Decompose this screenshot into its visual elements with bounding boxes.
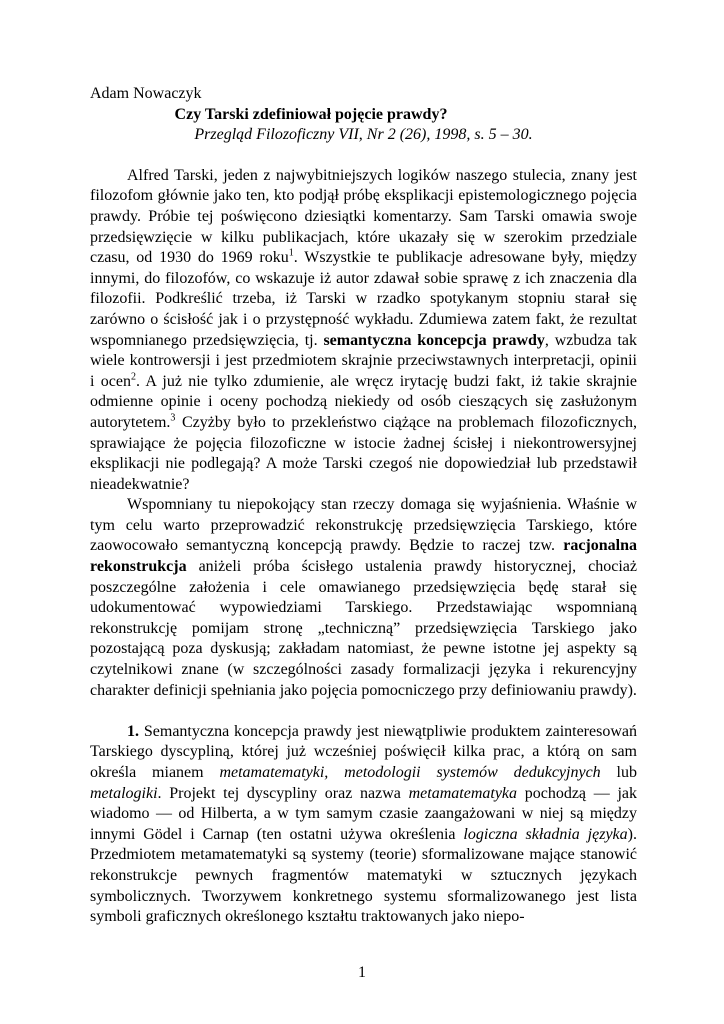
text-run: , wzbudza tak wiele kontrowersji i jest przedmiotem skrajnie przeciwstawnych interpretacji, opinii i ocen — [90, 331, 637, 390]
text-run: pochodzą — jak wiadomo — od Hilberta, a w tym samym czasie zaangażowani w niej są między innymi Gödel i Carnap (ten ostatni używa określenia — [90, 784, 637, 843]
text-run: semantyczna koncepcja prawdy — [323, 331, 545, 349]
text-run: . Projekt tej dyscypliny oraz nazwa — [157, 784, 409, 802]
text-run: metamatematyka — [408, 784, 518, 802]
paragraph-2 — [90, 495, 637, 701]
text-run: Czyżby było to przekleństwo ciążące na problemach filozoficznych, sprawiające że pojęcia filozoficzne w istocie żadnej ścisłej i niekontrowersyjnej eksplikacji nie podlegają? A może Tarski czegoś nie dopowiedział lub przedstawił nieadekwatnie? — [90, 413, 637, 493]
footnote-reference: 2 — [130, 371, 136, 383]
paragraph-3 — [90, 722, 637, 928]
text-run: racjonalna rekonstrukcja — [90, 537, 637, 576]
text-run: logiczna składnia języka — [463, 825, 628, 843]
footnote-reference: 1 — [288, 247, 294, 259]
text-run: lub — [600, 764, 637, 781]
text-run: aniżeli próba ścisłego ustalenia prawdy historycznej, chociaż poszczególne założenia i cele omawianego przedsięwzięcia będę starał się udokumentować wypowiedziami Tarskiego. Przedstawiając wspomnianą rekonstrukcję pomijam stronę „techniczną” przedsięwzięcia Tarskiego jako pozostającą poza dyskusją; zakładam natomiast, że pewne istotne jej aspekty są czytelnikowi znane (w szczególności zasady formalizacji języka i rekurencyjny charakter definicji spełniania jako pojęcia pomocniczego przy definiowaniu prawdy). — [90, 558, 637, 699]
article-title: Czy Tarski zdefiniował pojęcie prawdy? — [174, 105, 448, 123]
paragraph-1 — [90, 166, 637, 496]
text-run: Semantyczna koncepcja prawdy jest niewątpliwie produktem zainteresowań Tarskiego dyscypliną, której już wcześniej poświęcił kilka prac, a którą on sam określa mianem — [90, 722, 637, 781]
text-run: Wspomniany tu niepokojący stan rzeczy domaga się wyjaśnienia. Właśnie w tym celu warto przeprowadzić rekonstrukcję przedsięwzięcia Tarskiego, które zaowocowało semantyczną koncepcją prawdy. Będzie to raczej tzw. — [90, 496, 637, 555]
page-number: 1 — [358, 964, 366, 982]
text-run: ). Przedmiotem metamatematyki są systemy (teorie) sformalizowane mające stanowić rekonstrukcje pewnych fragmentów matematyki w sztucznych językach symbolicznych. Tworzywem konkretnego systemu sformalizowanego jest lista symboli graficznych określonego kształtu traktowanych jako niepo- — [90, 825, 637, 926]
author-line: Adam Nowaczyk — [90, 85, 202, 102]
text-run: metamatematyki, metodologii systemów dedukcyjnych — [219, 764, 601, 781]
journal-reference: Przegląd Filozoficzny VII, Nr 2 (26), 1998, s. 5 – 30. — [194, 126, 533, 144]
text-run: 1. — [127, 722, 139, 740]
document-body — [90, 166, 637, 928]
text-run: . A już nie tylko zdumienie, ale wręcz irytację budzi fakt, iż takie skrajnie odmienne opinie i oceny pochodzą niekiedy od osób cieszących się zasłużonym autorytetem. — [90, 372, 637, 431]
footnote-reference: 3 — [170, 412, 176, 424]
document-header — [90, 84, 637, 146]
text-run: . Wszystkie te publikacje adresowane były, między innymi, do filozofów, co wskazuje iż autor zdawał sobie sprawę z ich znaczenia dla filozofii. Podkreślić trzeba, iż Tarski w rzadko spotykanym stopniu starał się zarówno o ścisłość jak i o przystępność wykładu. Zdumiewa zatem fakt, że rezultat wspomnianego przedsięwzięcia, tj. — [90, 249, 638, 349]
text-run: metalogiki — [90, 784, 158, 802]
text-run: Alfred Tarski, jeden z najwybitniejszych logików naszego stulecia, znany jest filozofom głównie jako ten, kto podjął próbę eksplikacji epistemologicznego pojęcia prawdy. Próbie tej poświęcono dziesiątki komentarzy. Sam Tarski omawia swoje przedsięwzięcie w kilku publikacjach, które ukazały się w szerokim przedziale czasu, od 1930 do 1969 roku — [90, 166, 637, 267]
